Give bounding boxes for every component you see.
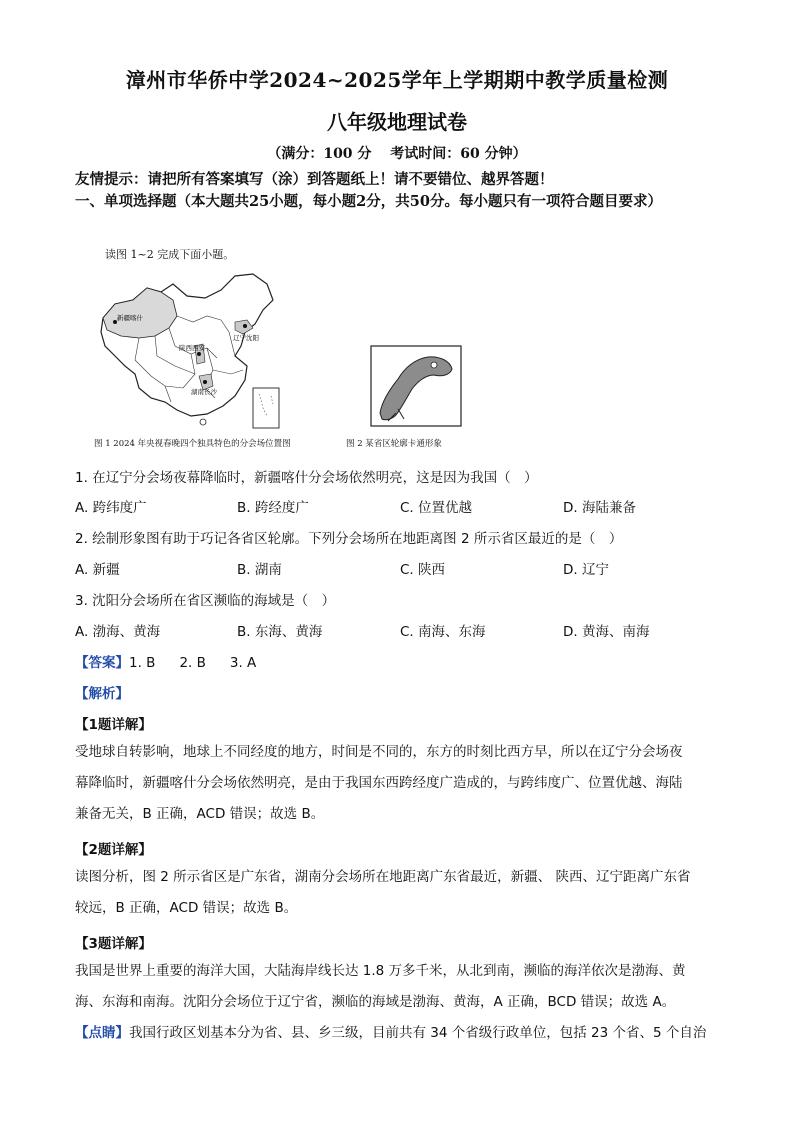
- exam-subtitle: 八年级地理试卷: [327, 110, 467, 134]
- q1-option-a[interactable]: A. 跨纬度广: [75, 500, 147, 516]
- detail-3-line-2: 海、东海和南海。沈阳分会场位于辽宁省，濒临的海域是渤海、黄海，A 正确，BCD 错误；故选 A。: [75, 994, 676, 1010]
- read-figures-note: 读图 1~2 完成下面小题。: [105, 248, 235, 261]
- q1-option-c[interactable]: C. 位置优越: [400, 500, 473, 516]
- detail-2-text: [75, 862, 720, 924]
- answer-line: [75, 651, 256, 671]
- exam-title: 漳州市华侨中学2024~2025学年上学期期中教学质量检测: [125, 68, 669, 92]
- answer-2: 2. B: [179, 655, 206, 671]
- detail-1-text: [75, 737, 720, 830]
- q3-option-d[interactable]: D. 黄海、南海: [563, 624, 650, 640]
- cartoon-eye-icon: [431, 362, 437, 368]
- q2-option-b[interactable]: B. 湖南: [237, 562, 282, 578]
- south-sea-inset: [253, 388, 279, 428]
- detail-1-line-3: 兼备无关，B 正确，ACD 错误；故选 B。: [75, 806, 325, 822]
- detail-1-line-2: 幕降临时，新疆喀什分会场依然明亮，是由于我国东西跨经度广造成的，与跨纬度广、位置优越、海陆: [75, 775, 683, 791]
- q3-option-a[interactable]: A. 渤海、黄海: [75, 624, 161, 640]
- key-point-label: 【点睛】: [75, 1025, 129, 1041]
- xian-marker: [197, 352, 201, 356]
- detail-3-label: 【3题详解】: [75, 936, 152, 952]
- q2-option-c[interactable]: C. 陕西: [400, 562, 446, 578]
- q2-option-d[interactable]: D. 辽宁: [563, 562, 609, 578]
- map-label-kashgar: 新疆喀什: [117, 314, 143, 322]
- shenyang-marker: [243, 324, 247, 328]
- analysis-label: 【解析】: [75, 686, 129, 702]
- figure1-caption: 图 1 2024 年央视春晚四个独具特色的分会场位置图: [94, 439, 291, 449]
- map-label-shaanxi: 陕西西安: [179, 344, 205, 352]
- detail-2-line-2: 较远，B 正确，ACD 错误；故选 B。: [75, 900, 298, 916]
- detail-3-text: [75, 956, 720, 1018]
- map-label-hunan: 湖南长沙: [191, 388, 217, 396]
- province-cartoon-figure: [370, 345, 462, 427]
- key-point-body: 我国行政区划基本分为省、县、乡三级，目前共有 34 个省级行政单位，包括 23 个省、5 个自治: [129, 1025, 707, 1041]
- question-3-stem: 3. 沈阳分会场所在省区濒临的海域是（ ）: [75, 593, 336, 609]
- answer-label: 【答案】: [75, 655, 129, 671]
- q3-option-b[interactable]: B. 东海、黄海: [237, 624, 323, 640]
- section-heading: 一、单项选择题（本大题共25小题，每小题2分，共50分。每小题只有一项符合题目要求）: [75, 193, 662, 210]
- detail-1-label: 【1题详解】: [75, 717, 152, 733]
- figure2-caption: 图 2 某省区轮廓卡通形象: [346, 439, 442, 449]
- q2-option-a[interactable]: A. 新疆: [75, 562, 120, 578]
- china-map-figure: [95, 270, 285, 435]
- question-1-stem: 1. 在辽宁分会场夜幕降临时，新疆喀什分会场依然明亮，这是因为我国（ ）: [75, 470, 538, 486]
- friendly-tip: 友情提示：请把所有答案填写（涂）到答题纸上！请不要错位、越界答题！: [75, 171, 554, 188]
- question-2-stem: 2. 绘制形象图有助于巧记各省区轮廓。下列分会场所在地距离图 2 所示省区最近的是（ ）: [75, 531, 623, 547]
- detail-1-line-1: 受地球自转影响，地球上不同经度的地方，时间是不同的，东方的时刻比西方早，所以在辽宁分会场夜: [75, 744, 683, 760]
- hainan-island: [200, 419, 206, 425]
- changsha-marker: [203, 380, 207, 384]
- detail-2-line-1: 读图分析，图 2 所示省区是广东省，湖南分会场所在地距离广东省最近，新疆、 陕西、辽宁距离广东省: [75, 869, 691, 885]
- q1-option-b[interactable]: B. 跨经度广: [237, 500, 309, 516]
- detail-2-label: 【2题详解】: [75, 842, 152, 858]
- q3-option-c[interactable]: C. 南海、东海: [400, 624, 486, 640]
- score-time-line: （满分：100 分 考试时间：60 分钟）: [267, 146, 527, 162]
- q1-option-d[interactable]: D. 海陆兼备: [563, 500, 636, 516]
- key-point-text: [75, 1018, 720, 1049]
- answer-1: 1. B: [129, 655, 156, 671]
- map-label-liaoning: 辽宁沈阳: [233, 334, 259, 342]
- detail-3-line-1: 我国是世界上重要的海洋大国，大陆海岸线长达 1.8 万多千米，从北到南，濒临的海洋依次是渤海、黄: [75, 963, 686, 979]
- answer-3: 3. A: [229, 655, 257, 671]
